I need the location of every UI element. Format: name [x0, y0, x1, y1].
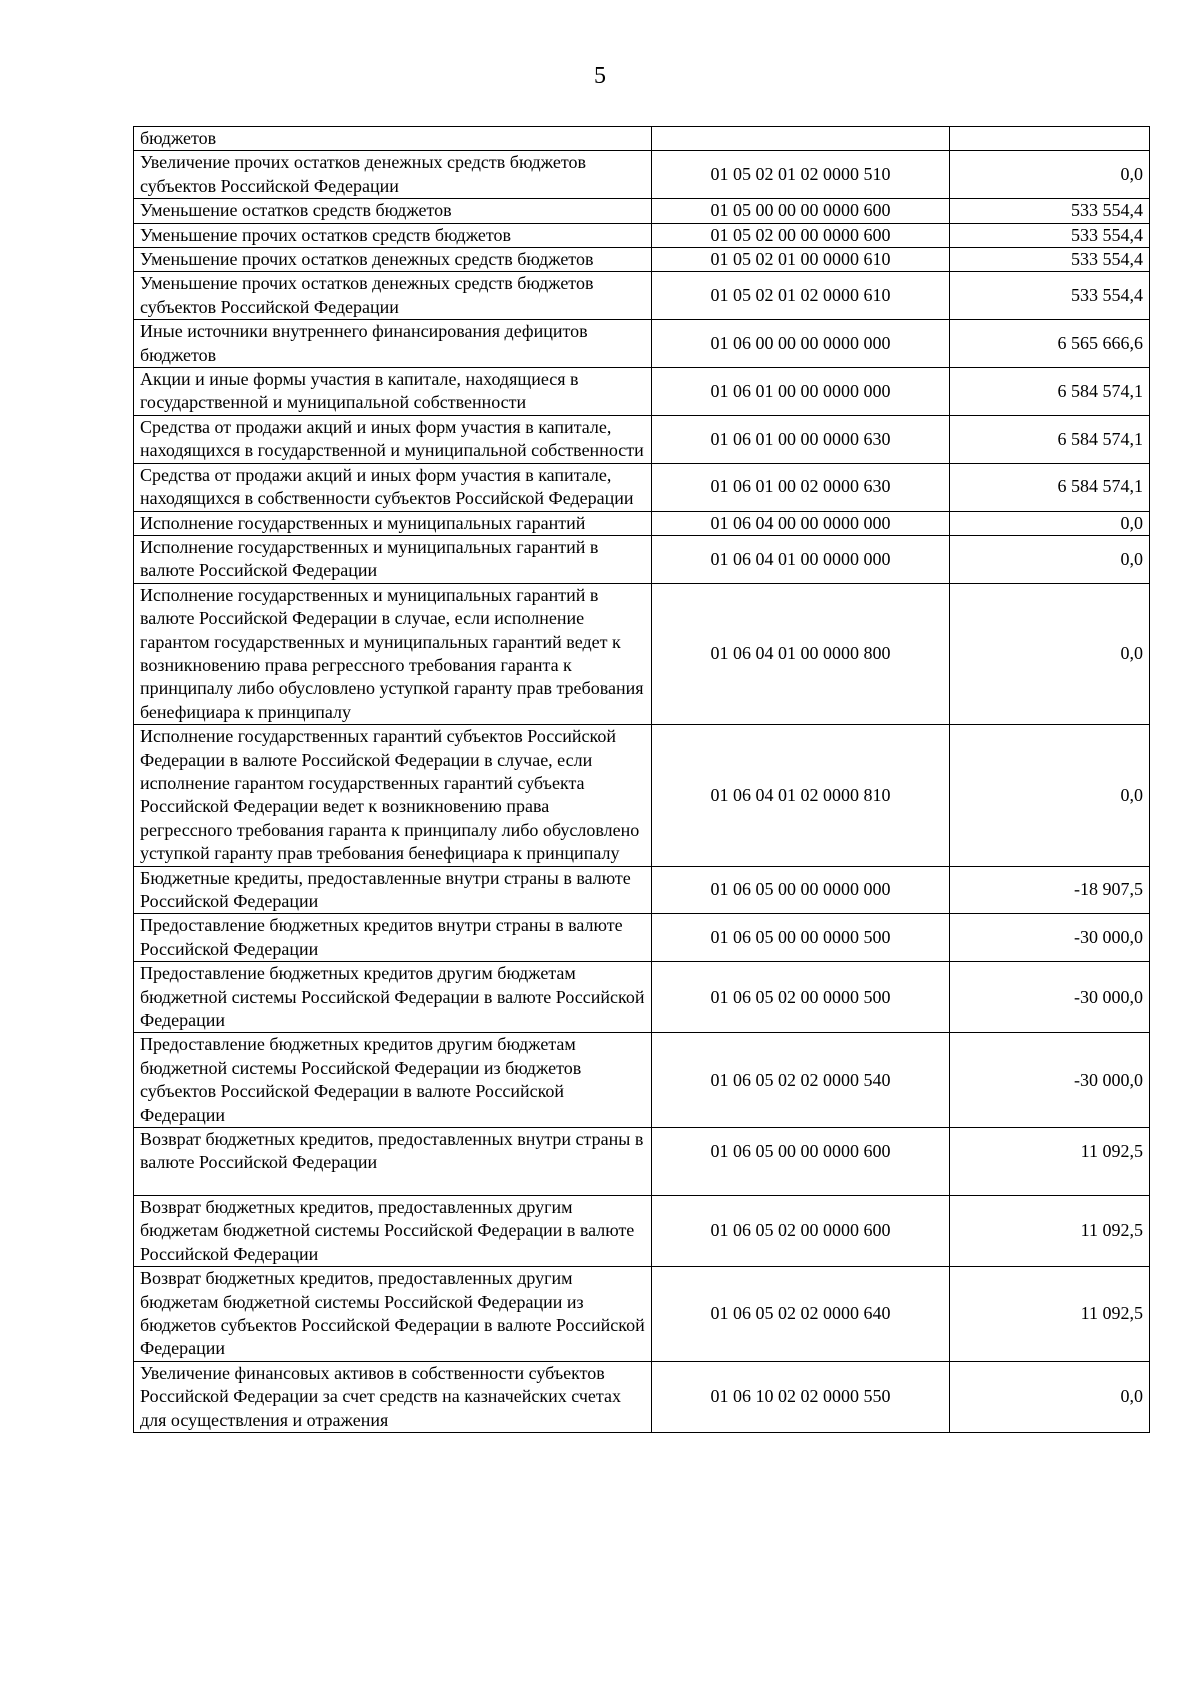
page-number: 5 — [594, 63, 606, 89]
row-code: 01 06 05 00 00 0000 600 — [652, 1128, 950, 1196]
row-code: 01 06 05 02 02 0000 540 — [652, 1033, 950, 1128]
row-code: 01 06 04 01 00 0000 000 — [652, 535, 950, 583]
table-row — [134, 199, 1150, 223]
row-sum: 6 584 574,1 — [950, 463, 1150, 511]
table-row — [134, 1033, 1150, 1128]
row-code: 01 06 01 00 02 0000 630 — [652, 463, 950, 511]
row-name: Средства от продажи акций и иных форм участия в капитале, находящихся в государственной и муниципальной собственности — [134, 415, 652, 463]
row-name: Средства от продажи акций и иных форм участия в капитале, находящихся в собственности субъектов Российской Федерации — [134, 463, 652, 511]
table-row — [134, 1195, 1150, 1266]
row-sum — [950, 127, 1150, 151]
table-row — [134, 368, 1150, 416]
row-name: Предоставление бюджетных кредитов другим бюджетам бюджетной системы Российской Федерации в валюте Российской Федерации — [134, 962, 652, 1033]
row-code: 01 06 01 00 00 0000 630 — [652, 415, 950, 463]
row-sum: 6 584 574,1 — [950, 415, 1150, 463]
row-sum: 533 554,4 — [950, 223, 1150, 247]
row-name: Акции и иные формы участия в капитале, находящиеся в государственной и муниципальной собственности — [134, 368, 652, 416]
row-name: Предоставление бюджетных кредитов другим бюджетам бюджетной системы Российской Федерации из бюджетов субъектов Российской Федерации в валюте Российской Федерации — [134, 1033, 652, 1128]
row-code: 01 06 05 02 00 0000 500 — [652, 962, 950, 1033]
row-name: Предоставление бюджетных кредитов внутри страны в валюте Российской Федерации — [134, 914, 652, 962]
table-row — [134, 272, 1150, 320]
table-row — [134, 866, 1150, 914]
row-name: бюджетов — [134, 127, 652, 151]
row-code: 01 06 04 00 00 0000 000 — [652, 511, 950, 535]
row-name: Увеличение финансовых активов в собственности субъектов Российской Федерации за счет средств на казначейских счетах для осуществления и отражения — [134, 1361, 652, 1432]
row-code: 01 05 00 00 00 0000 600 — [652, 199, 950, 223]
row-sum: 0,0 — [950, 583, 1150, 724]
row-sum: 0,0 — [950, 725, 1150, 866]
row-name: Исполнение государственных и муниципальных гарантий — [134, 511, 652, 535]
row-code: 01 05 02 00 00 0000 600 — [652, 223, 950, 247]
table-row — [134, 151, 1150, 199]
row-code: 01 06 00 00 00 0000 000 — [652, 320, 950, 368]
row-sum: 11 092,5 — [950, 1195, 1150, 1266]
budget-sources-table — [133, 126, 1150, 1433]
row-sum: 6 565 666,6 — [950, 320, 1150, 368]
row-name: Исполнение государственных и муниципальных гарантий в валюте Российской Федерации в случае, если исполнение гарантом государственных и муниципальных гарантий ведет к возникновению права регрессного требования гаранта к принципалу либо обусловлено уступкой гаранту прав требования бенефициара к принципалу — [134, 583, 652, 724]
row-sum: 11 092,5 — [950, 1128, 1150, 1196]
row-name: Уменьшение прочих остатков денежных средств бюджетов — [134, 248, 652, 272]
row-sum: 6 584 574,1 — [950, 368, 1150, 416]
table-row — [134, 962, 1150, 1033]
row-sum: 0,0 — [950, 511, 1150, 535]
row-code — [652, 127, 950, 151]
table-row — [134, 415, 1150, 463]
table-row — [134, 1361, 1150, 1432]
row-sum: 533 554,4 — [950, 248, 1150, 272]
row-name: Увеличение прочих остатков денежных средств бюджетов субъектов Российской Федерации — [134, 151, 652, 199]
table-row — [134, 914, 1150, 962]
row-sum: 533 554,4 — [950, 272, 1150, 320]
table-row — [134, 583, 1150, 724]
row-name: Возврат бюджетных кредитов, предоставленных внутри страны в валюте Российской Федерации — [134, 1128, 652, 1196]
row-code: 01 05 02 01 02 0000 610 — [652, 272, 950, 320]
row-code: 01 06 10 02 02 0000 550 — [652, 1361, 950, 1432]
table-row — [134, 127, 1150, 151]
row-code: 01 06 05 02 00 0000 600 — [652, 1195, 950, 1266]
row-name: Бюджетные кредиты, предоставленные внутри страны в валюте Российской Федерации — [134, 866, 652, 914]
row-name: Исполнение государственных гарантий субъектов Российской Федерации в валюте Российской Федерации в случае, если исполнение гарантом государственных гарантий субъекта Российской Федерации ведет к возникновению права регрессного требования гаранта к принципалу либо обусловлено уступкой гаранту прав требования бенефициара к принципалу — [134, 725, 652, 866]
row-sum: 0,0 — [950, 1361, 1150, 1432]
table-row — [134, 223, 1150, 247]
table-row — [134, 535, 1150, 583]
table-row — [134, 320, 1150, 368]
row-name: Возврат бюджетных кредитов, предоставленных другим бюджетам бюджетной системы Российской Федерации из бюджетов субъектов Российской Федерации в валюте Российской Федерации — [134, 1267, 652, 1362]
row-code: 01 06 04 01 02 0000 810 — [652, 725, 950, 866]
row-sum: -30 000,0 — [950, 1033, 1150, 1128]
table-row — [134, 463, 1150, 511]
table-row — [134, 511, 1150, 535]
row-sum: 0,0 — [950, 535, 1150, 583]
row-sum: -30 000,0 — [950, 914, 1150, 962]
row-sum: -18 907,5 — [950, 866, 1150, 914]
row-name: Уменьшение прочих остатков средств бюджетов — [134, 223, 652, 247]
row-sum: -30 000,0 — [950, 962, 1150, 1033]
row-code: 01 06 05 00 00 0000 000 — [652, 866, 950, 914]
row-name: Уменьшение остатков средств бюджетов — [134, 199, 652, 223]
row-code: 01 05 02 01 02 0000 510 — [652, 151, 950, 199]
row-code: 01 05 02 01 00 0000 610 — [652, 248, 950, 272]
row-code: 01 06 04 01 00 0000 800 — [652, 583, 950, 724]
row-name: Иные источники внутреннего финансирования дефицитов бюджетов — [134, 320, 652, 368]
row-name: Возврат бюджетных кредитов, предоставленных другим бюджетам бюджетной системы Российской Федерации в валюте Российской Федерации — [134, 1195, 652, 1266]
row-sum: 0,0 — [950, 151, 1150, 199]
row-sum: 11 092,5 — [950, 1267, 1150, 1362]
table-row — [134, 248, 1150, 272]
row-code: 01 06 01 00 00 0000 000 — [652, 368, 950, 416]
row-code: 01 06 05 02 02 0000 640 — [652, 1267, 950, 1362]
row-name: Уменьшение прочих остатков денежных средств бюджетов субъектов Российской Федерации — [134, 272, 652, 320]
table-row — [134, 725, 1150, 866]
table-row — [134, 1267, 1150, 1362]
row-sum: 533 554,4 — [950, 199, 1150, 223]
row-name: Исполнение государственных и муниципальных гарантий в валюте Российской Федерации — [134, 535, 652, 583]
table-row — [134, 1128, 1150, 1196]
row-code: 01 06 05 00 00 0000 500 — [652, 914, 950, 962]
